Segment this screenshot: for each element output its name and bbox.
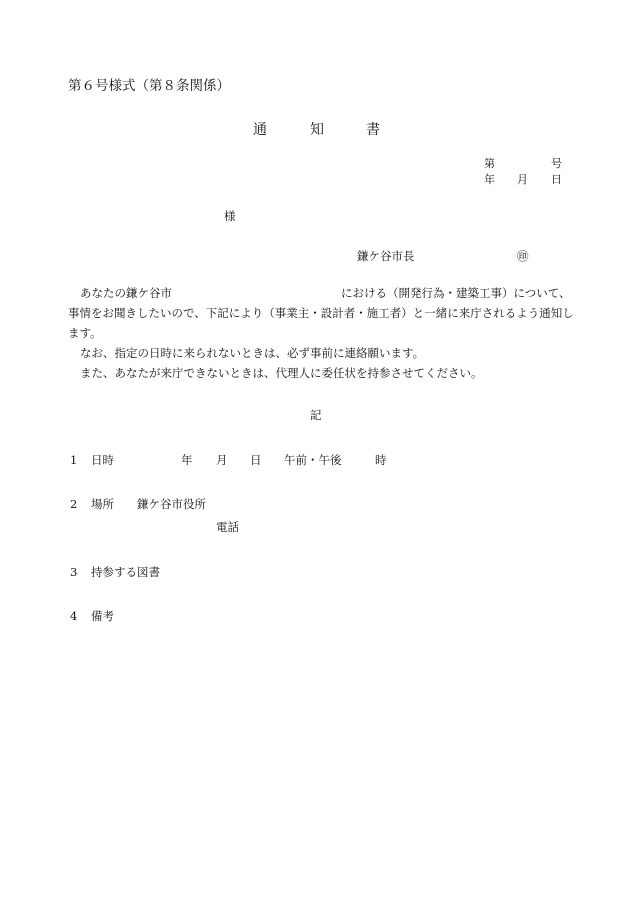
body-line-1b: における（開発行為・建築工事）について、 (341, 286, 571, 300)
doc-number-dai: 第 (484, 157, 495, 170)
body-line-4: なお、指定の日時に来られないときは、必ず事前に連絡願います。 (80, 346, 425, 360)
item-number: 1 (70, 453, 78, 467)
addressee-suffix: 様 (224, 209, 236, 223)
issuer-name: 鎌ケ谷市長 (357, 249, 415, 263)
title-char-1: 通 (253, 122, 267, 138)
body-line-3: ます。 (68, 326, 102, 340)
date-day: 日 (551, 173, 562, 186)
body-line-1a: あなたの鎌ケ谷市 (80, 286, 172, 300)
datetime-month: 月 (216, 453, 228, 467)
title-char-3: 書 (366, 122, 380, 138)
item-number: 3 (70, 565, 78, 579)
body-line-5: また、あなたが来庁できないときは、代理人に委任状を持参させてください。 (80, 366, 483, 380)
datetime-hour: 時 (375, 453, 387, 467)
date-month: 月 (517, 173, 528, 186)
item-label: 備考 (91, 609, 114, 623)
item-number: 4 (70, 609, 78, 623)
item-label: 場所 (91, 497, 114, 511)
seal-mark: ㊞ (517, 249, 529, 263)
phone-label: 電話 (216, 520, 239, 534)
date-year: 年 (484, 173, 495, 186)
doc-number-go: 号 (551, 157, 562, 170)
item-number: 2 (70, 497, 78, 511)
item-label: 持参する図書 (91, 565, 160, 579)
title-char-2: 知 (310, 122, 324, 138)
item-label: 日時 (91, 453, 114, 467)
place-name: 鎌ケ谷市役所 (137, 497, 206, 511)
body-line-2: 事情をお聞きしたいので、下記により（事業主・設計者・施工者）と一緒に来庁されるよう通知し (68, 306, 574, 320)
ki-heading: 記 (310, 408, 322, 422)
form-number: 第６号様式（第８条関係） (68, 78, 230, 94)
datetime-year: 年 (181, 453, 193, 467)
datetime-day: 日 (250, 453, 262, 467)
datetime-ampm: 午前・午後 (284, 453, 342, 467)
